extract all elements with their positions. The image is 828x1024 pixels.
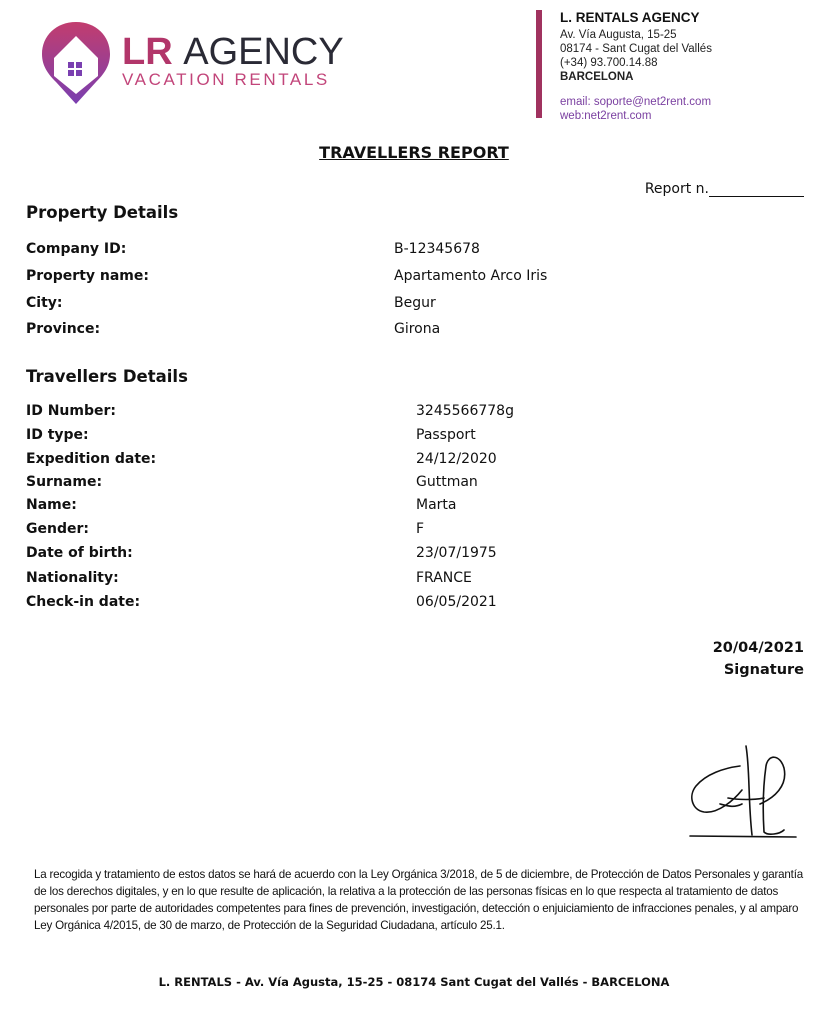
phone-number: (+34) 93.700.14.88 (560, 57, 658, 69)
legal-notice: La recogida y tratamiento de estos datos se hará de acuerdo con la Ley Orgánica 3/2018, de 5 de diciembre, de Protección de Datos Personales y garantía de los derechos digitales, y en lo que resulte de aplicación, la relativa a la protección de las personas físicas en lo que respecta al tratamiento de datos personales por parte de autoridades competentes para fines de prevención, investigación, detección o enjuiciamiento de infracciones penales, y al amparo Ley Orgánica 4/2015, de 30 de marzo, de Protección de la Seguridad Ciudadana, artículo 25.1. (34, 868, 803, 932)
traveller-label-gender: Gender: (26, 521, 89, 537)
traveller-label-id-type: ID type: (26, 427, 89, 443)
logo-house-pin-icon (38, 18, 114, 108)
handwritten-signature (684, 740, 804, 842)
property-value-city: Begur (394, 295, 436, 311)
traveller-value-expedition-date: 24/12/2020 (416, 451, 497, 467)
property-details-heading: Property Details (26, 203, 179, 222)
property-value-company-id: B-12345678 (394, 241, 480, 257)
traveller-value-nationality: FRANCE (416, 570, 472, 586)
property-label-company-id: Company ID: (26, 241, 127, 257)
traveller-label-id-number: ID Number: (26, 403, 116, 419)
agency-name: L. RENTALS AGENCY (560, 10, 700, 25)
logo-lr-text: LR (122, 31, 173, 73)
traveller-value-surname: Guttman (416, 474, 478, 490)
traveller-label-nationality: Nationality: (26, 570, 119, 586)
logo-subtitle: VACATION RENTALS (122, 70, 330, 89)
traveller-value-date-of-birth: 23/07/1975 (416, 545, 497, 561)
traveller-label-date-of-birth: Date of birth: (26, 545, 133, 561)
traveller-label-name: Name: (26, 497, 77, 513)
page-footer: L. RENTALS - Av. Vía Agusta, 15-25 - 08174 Sant Cugat del Vallés - BARCELONA (158, 975, 670, 989)
web-link[interactable]: web:net2rent.com (560, 110, 652, 122)
traveller-label-check-in-date: Check-in date: (26, 594, 141, 610)
signature-label: Signature (723, 662, 804, 678)
travellers-details-heading: Travellers Details (26, 367, 188, 386)
logo-agency-text: AGENCY (183, 31, 344, 73)
traveller-value-gender: F (416, 521, 425, 537)
property-value-province: Girona (394, 321, 441, 337)
logo-wordmark (122, 32, 344, 72)
property-value-name: Apartamento Arco Iris (394, 268, 548, 284)
property-label-city: City: (26, 295, 63, 311)
property-label-province: Province: (26, 321, 101, 337)
traveller-label-surname: Surname: (26, 474, 103, 490)
report-number-label: Report n. (644, 181, 709, 197)
traveller-value-check-in-date: 06/05/2021 (416, 594, 497, 610)
report-number (645, 181, 804, 197)
report-number-blank (709, 182, 804, 197)
address-line-1: Av. Vía Augusta, 15-25 (560, 29, 677, 41)
traveller-label-expedition-date: Expedition date: (26, 451, 157, 467)
header-city: BARCELONA (560, 71, 634, 83)
property-label-name: Property name: (26, 268, 149, 284)
traveller-value-name: Marta (416, 497, 457, 513)
header-accent-bar (536, 10, 542, 118)
signature-date: 20/04/2021 (712, 640, 804, 656)
email-link[interactable]: email: soporte@net2rent.com (560, 96, 712, 108)
address-line-2: 08174 - Sant Cugat del Vallés (560, 43, 712, 55)
page-title: TRAVELLERS REPORT (319, 143, 509, 162)
traveller-value-id-type: Passport (416, 427, 476, 443)
traveller-value-id-number: 3245566778g (416, 403, 514, 419)
